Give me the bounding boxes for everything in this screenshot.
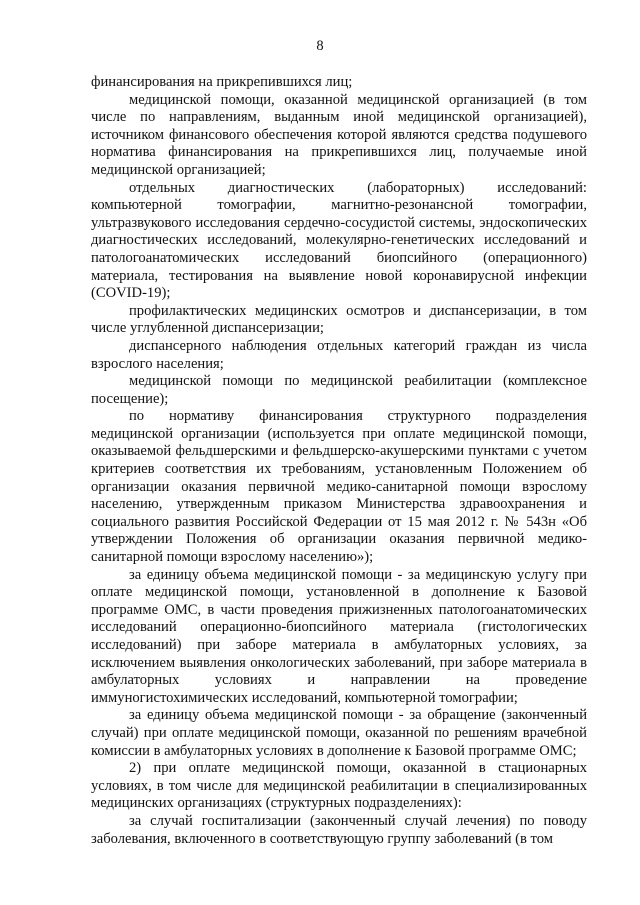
paragraph: 2) при оплате медицинской помощи, оказанной в стационарных условиях, в том числе для медицинской реабилитации в специализированных медицинских организациях (структурных подразделениях): (91, 760, 587, 812)
paragraph: диспансерного наблюдения отдельных категорий граждан из числа взрослого населения; (91, 337, 587, 372)
paragraph: медицинской помощи по медицинской реабилитации (комплексное посещение); (91, 373, 587, 407)
page-number: 8 (316, 38, 324, 54)
paragraph: отдельных диагностических (лабораторных) исследований: компьютерной томографии, магнитно-резонансной томографии, ультразвукового исследования сердечно-сосудистой системы, эндоскопических диагностических исследований, молекулярно-генетических исследований и патологоанатомических исследований биопсийного (операционного) материала, тестирования на выявление новой коронавирусной инфекции (COVID-19); (91, 179, 587, 302)
paragraph: за случай госпитализации (законченный случай лечения) по поводу заболевания, включенного в соответствующую группу заболеваний (в том (91, 812, 587, 847)
paragraph: профилактических медицинских осмотров и диспансеризации, в том числе углубленной диспансеризации; (91, 302, 587, 337)
paragraph: за единицу объема медицинской помощи - за медицинскую услугу при оплате медицинской помощи, установленной в дополнение к Базовой программе ОМС, в части проведения прижизненных патологоанатомических исследований операционно-биопсийного материала (гистологических исследований) при заборе материала в амбулаторных условиях, за исключением выявления онкологических заболеваний, при заборе материала в амбулаторных условиях и направлении на проведение иммуногистохимических исследований, компьютерной томографии; (91, 566, 587, 706)
paragraph: по нормативу финансирования структурного подразделения медицинской организации (используется при оплате медицинской помощи, оказываемой фельдшерскими и фельдшерско-акушерскими пунктами с учетом критериев соответствия их требованиям, установленным Положением об организации оказания первичной медико-санитарной помощи взрослому населению, утвержденным приказом Министерства здравоохранения и социального развития Российской Федерации от 15 мая 2012 г. № 543н «Об утверждении Положения об организации оказания первичной медико-санитарной помощи взрослому населению»); (91, 408, 587, 566)
document-body (91, 74, 587, 848)
paragraph: медицинской помощи, оказанной медицинской организацией (в том числе по направлениям, выданным иной медицинской организацией), источником финансового обеспечения которой являются средства подушевого норматива финансирования на прикрепившихся лиц, получаемые иной медицинской организацией; (91, 91, 587, 178)
paragraph: за единицу объема медицинской помощи - за обращение (законченный случай) при оплате медицинской помощи, оказанной по решениям врачебной комиссии в амбулаторных условиях в дополнение к Базовой программе ОМС; (91, 707, 587, 759)
paragraph: финансирования на прикрепившихся лиц; (91, 74, 353, 90)
